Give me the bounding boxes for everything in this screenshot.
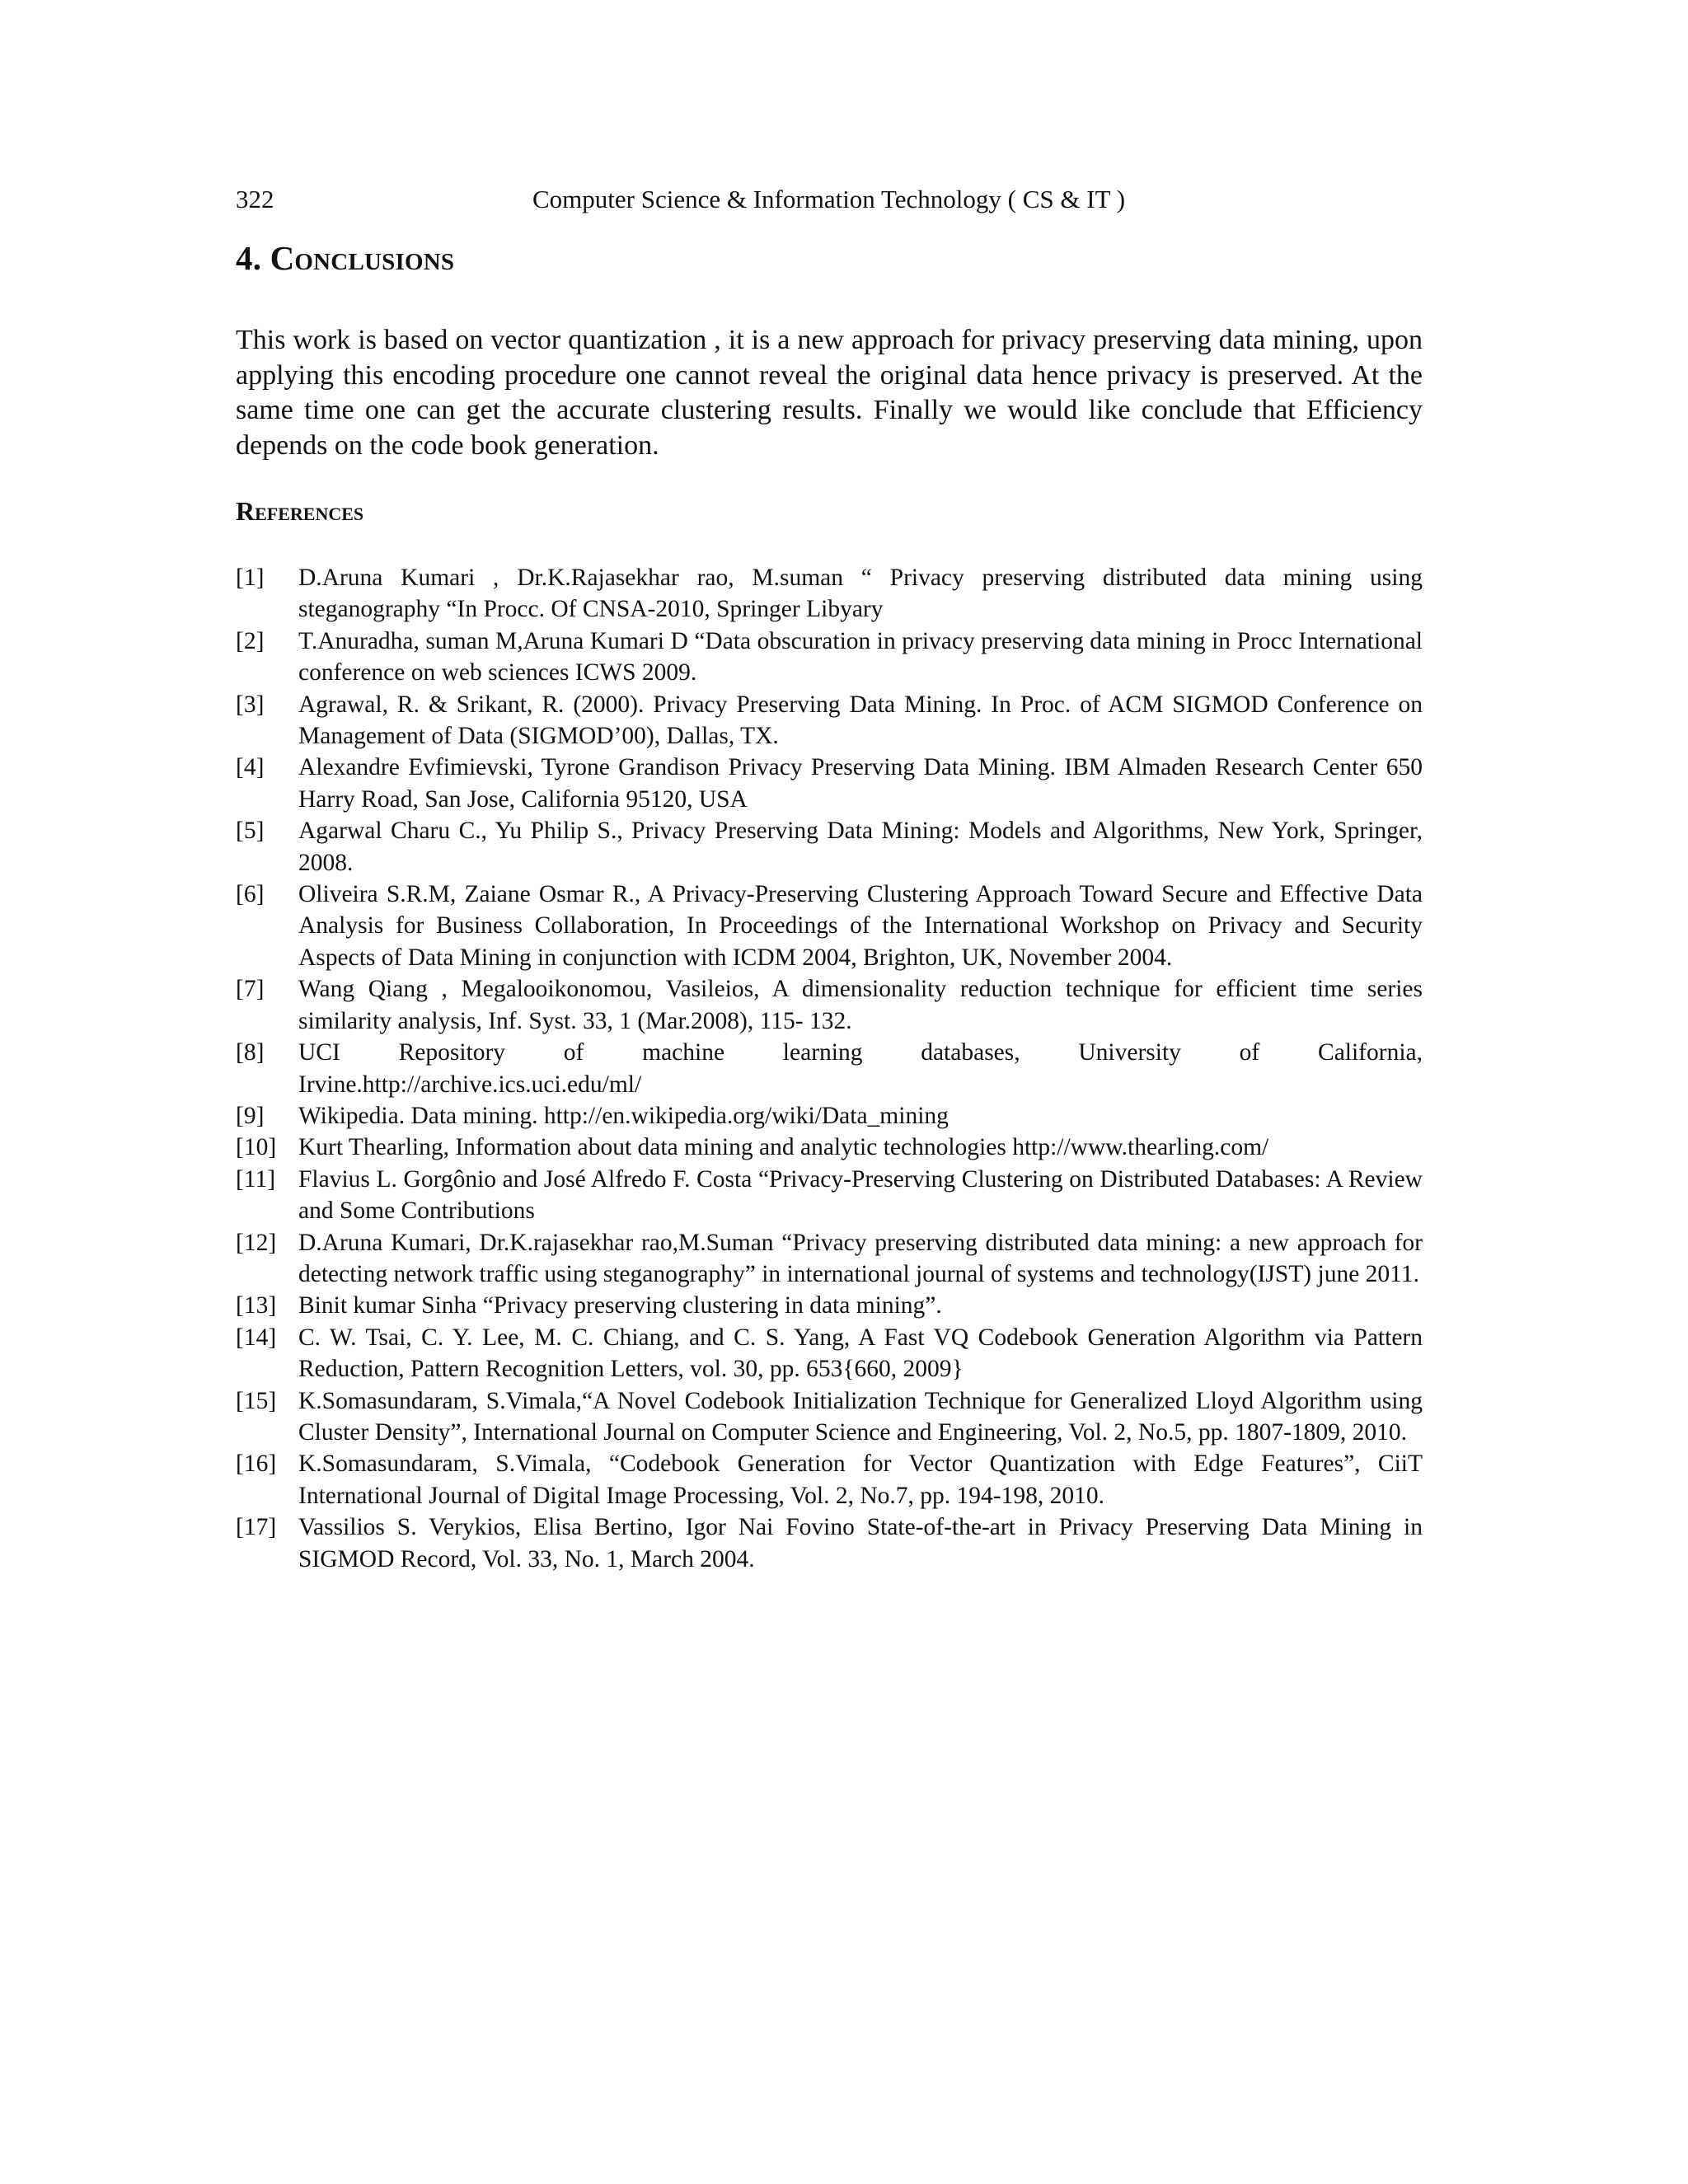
reference-text: C. W. Tsai, C. Y. Lee, M. C. Chiang, and C. S. Yang, A Fast VQ Codebook Generation Algorithm via Pattern Reduction, Pattern Recognition Letters, vol. 30, pp. 653{660, 2009} bbox=[298, 1324, 1423, 1383]
reference-item bbox=[236, 815, 1423, 879]
reference-number: [9] bbox=[236, 1102, 265, 1129]
reference-item bbox=[236, 1227, 1423, 1291]
reference-text: Agrawal, R. & Srikant, R. (2000). Privacy Preserving Data Mining. In Proc. of ACM SIGMOD Conference on Management of Data (SIGMOD’00), Dallas, TX. bbox=[298, 691, 1423, 750]
reference-item bbox=[236, 1132, 1423, 1163]
reference-text: Wikipedia. Data mining. http://en.wikipedia.org/wiki/Data_mining bbox=[298, 1102, 949, 1129]
reference-item bbox=[236, 973, 1423, 1037]
reference-text: Oliveira S.R.M, Zaiane Osmar R., A Privacy-Preserving Clustering Approach Toward Secure and Effective Data Analysis for Business Collaboration, In Proceedings of the International Workshop on Privacy and Security Aspects of Data Mining in conjunction with ICDM 2004, Brighton, UK, November 2004. bbox=[298, 881, 1423, 971]
reference-number: [4] bbox=[236, 754, 265, 781]
reference-number: [8] bbox=[236, 1039, 265, 1066]
reference-text: D.Aruna Kumari, Dr.K.rajasekhar rao,M.Suman “Privacy preserving distributed data mining: a new approach for detecting network traffic using steganography” in international journal of systems and technology(IJST) june 2011. bbox=[298, 1229, 1423, 1287]
reference-item bbox=[236, 879, 1423, 973]
reference-text: Flavius L. Gorgônio and José Alfredo F. Costa “Privacy-Preserving Clustering on Distributed Databases: A Review and Some Contributions bbox=[298, 1165, 1423, 1225]
reference-item bbox=[236, 626, 1423, 689]
reference-number: [7] bbox=[236, 976, 265, 1003]
reference-text: T.Anuradha, suman M,Aruna Kumari D “Data obscuration in privacy preserving data mining in Procc International conference on web sciences ICWS 2009. bbox=[298, 627, 1423, 687]
reference-item bbox=[236, 1037, 1423, 1068]
reference-item bbox=[236, 1322, 1423, 1385]
running-header bbox=[236, 183, 1423, 216]
reference-number: [6] bbox=[236, 881, 265, 908]
reference-text: Binit kumar Sinha “Privacy preserving clustering in data mining”. bbox=[298, 1292, 942, 1319]
reference-text: K.Somasundaram, S.Vimala,“A Novel Codebook Initialization Technique for Generalized Lloyd Algorithm using Cluster Density”, International Journal on Computer Science and Engineering, Vol. 2, No.5, pp. 1807-1809, 2010. bbox=[298, 1387, 1423, 1446]
reference-text: Agarwal Charu C., Yu Philip S., Privacy Preserving Data Mining: Models and Algorithms, New York, Springer, 2008. bbox=[298, 818, 1423, 876]
journal-name: Computer Science & Information Technology ( CS & IT ) bbox=[532, 185, 1126, 213]
conclusions-paragraph: This work is based on vector quantization , it is a new approach for privacy preserving data mining, upon applying this encoding procedure one cannot reveal the original data hence privacy is preserved. At the same time one can get the accurate clustering results. Finally we would like conclude that Efficiency depends on the code book generation. bbox=[236, 325, 1423, 462]
reference-number: [3] bbox=[236, 691, 265, 718]
reference-text: Alexandre Evfimievski, Tyrone Grandison Privacy Preserving Data Mining. IBM Almaden Research Center 650 Harry Road, San Jose, California 95120, USA bbox=[298, 754, 1423, 813]
reference-item bbox=[236, 1100, 1423, 1132]
reference-item bbox=[236, 562, 1423, 626]
reference-text: Vassilios S. Verykios, Elisa Bertino, Igor Nai Fovino State-of-the-art in Privacy Preserving Data Mining in SIGMOD Record, Vol. 33, No. 1, March 2004. bbox=[298, 1514, 1423, 1572]
reference-item bbox=[236, 1290, 1423, 1321]
section-heading-conclusions: 4. Conclusions bbox=[236, 239, 455, 277]
reference-item bbox=[236, 1164, 1423, 1227]
reference-number: [13] bbox=[236, 1292, 277, 1319]
reference-text: K.Somasundaram, S.Vimala, “Codebook Generation for Vector Quantization with Edge Features”, CiiT International Journal of Digital Image Processing, Vol. 2, No.7, pp. 194-198, 2010. bbox=[298, 1451, 1423, 1509]
reference-item bbox=[236, 1385, 1423, 1449]
reference-number: [11] bbox=[236, 1165, 276, 1193]
reference-number: [14] bbox=[236, 1324, 277, 1351]
reference-item bbox=[236, 1448, 1423, 1511]
reference-number: [12] bbox=[236, 1229, 277, 1256]
reference-text: Irvine.http://archive.ics.uci.edu/ml/ bbox=[298, 1071, 642, 1098]
reference-item bbox=[236, 752, 1423, 815]
page-number: 322 bbox=[236, 185, 274, 213]
reference-number: [15] bbox=[236, 1387, 277, 1414]
reference-item bbox=[236, 1511, 1423, 1575]
reference-text: Kurt Thearling, Information about data mining and analytic technologies http://www.thearling.com/ bbox=[298, 1134, 1269, 1161]
reference-number bbox=[236, 1069, 298, 1100]
paper-page bbox=[236, 0, 1423, 2184]
reference-item bbox=[236, 689, 1423, 752]
reference-text: Wang Qiang , Megalooikonomou, Vasileios, A dimensionality reduction technique for efficient time series similarity analysis, Inf. Syst. 33, 1 (Mar.2008), 115- 132. bbox=[298, 976, 1423, 1034]
reference-text: UCI Repository of machine learning databases, University of California, bbox=[298, 1039, 1423, 1066]
reference-item-continuation bbox=[236, 1069, 1423, 1100]
reference-list bbox=[236, 562, 1423, 1575]
reference-text: D.Aruna Kumari , Dr.K.Rajasekhar rao, M.suman “ Privacy preserving distributed data mining using steganography “In Procc. Of CNSA-2010, Springer Libyary bbox=[298, 565, 1423, 623]
reference-number: [16] bbox=[236, 1451, 277, 1478]
reference-number: [2] bbox=[236, 627, 265, 654]
reference-number: [1] bbox=[236, 565, 265, 591]
reference-number: [10] bbox=[236, 1134, 277, 1161]
reference-number: [17] bbox=[236, 1514, 277, 1541]
reference-number: [5] bbox=[236, 818, 265, 845]
references-heading: References bbox=[236, 496, 364, 526]
